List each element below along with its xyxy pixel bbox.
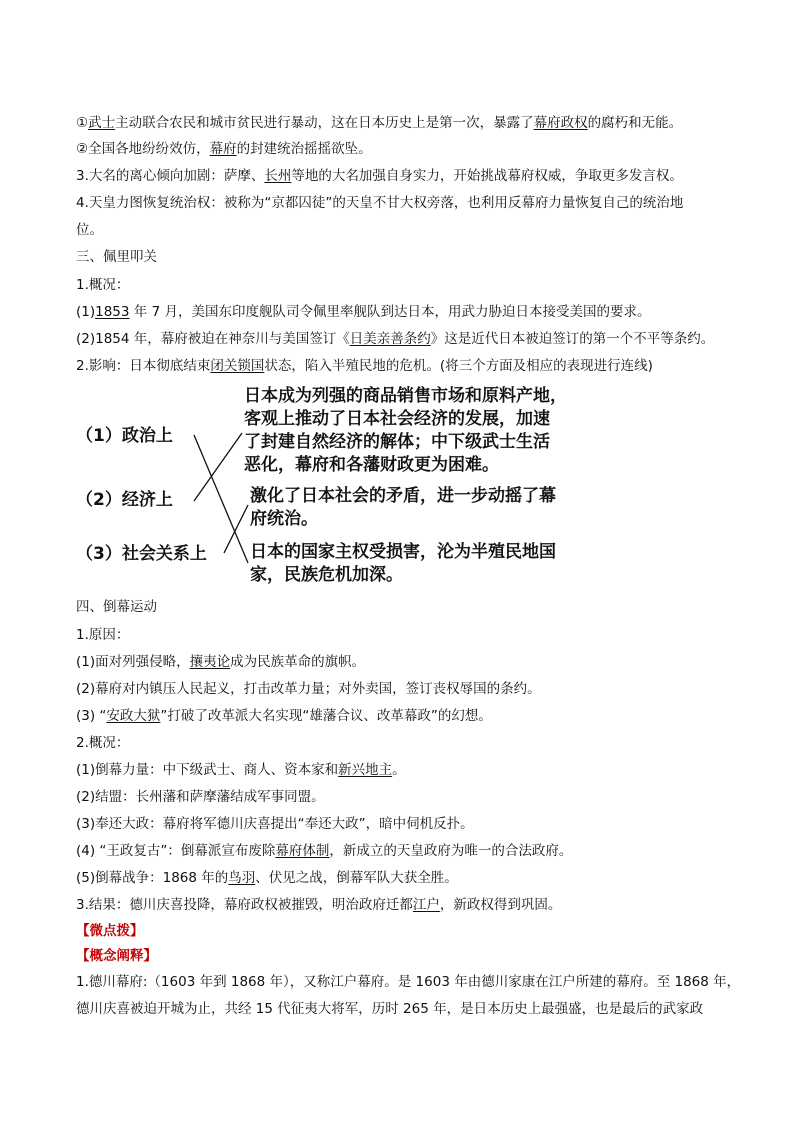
para-samurai-revolt: ①武士主动联合农民和城市贫民进行暴动，这在日本历史上是第一次，暴露了幕府政权的腐朽和无能。 [76, 115, 683, 131]
concept-line-2: 德川庆喜被迫开城为止，共经 15 代征夷大将军，历时 265 年，是日本历史上最强盛，也是最后的武家政 [76, 1001, 704, 1017]
line-society-to-conflict [224, 505, 248, 553]
effect-political: 日本的国家主权受损害，沦为半殖民地国 家，民族危机加深。 [250, 542, 556, 585]
para-1854: (2)1854 年，幕府被迫在神奈川与美国签订《日美亲善条约》这是近代日本被迫签订的第一个不平等条约。 [76, 331, 715, 347]
label-politics: （1）政治上 [76, 426, 173, 446]
label-cause: 1.原因： [76, 627, 130, 643]
concept-line-1: 1.德川幕府:（1603 年到 1868 年），又称江户幕府。是 1603 年由德川家康在江户所建的幕府。至 1868 年， [76, 974, 741, 990]
matching-diagram [76, 383, 576, 588]
para-cause-1: (1)面对列强侵略，攘夷论成为民族革命的旗帜。 [76, 654, 366, 670]
para-shogunate-unstable: ②全国各地纷纷效仿，幕府的封建统治摇摇欲坠。 [76, 141, 372, 157]
para-daimyo: 3.大名的离心倾向加剧：萨摩、长州等地的大名加强自身实力，开始挑战幕府权威，争取更多发言权。 [76, 168, 683, 184]
tag-concept: 【概念阐释】 [76, 948, 157, 964]
para-emperor: 4.天皇力图恢复统治权：被称为“京都囚徒”的天皇不甘大权旁落，也利用反幕府力量恢复自己的统治地 [76, 195, 684, 211]
heading-perry: 三、佩里叩关 [76, 249, 157, 265]
para-alliance: (2)结盟：长州藩和萨摩藩结成军事同盟。 [76, 789, 325, 805]
connector-lines [76, 383, 576, 588]
effect-social: 激化了日本社会的矛盾，进一步动摇了幕 府统治。 [250, 486, 556, 529]
label-overview-1: 1.概况： [76, 277, 130, 293]
tag-micro-tips: 【微点拨】 [76, 923, 144, 939]
para-cause-3: (3) “安政大狱”打破了改革派大名实现“雄藩合议、改革幕政”的幻想。 [76, 708, 492, 724]
para-war: (5)倒幕战争：1868 年的鸟羽、伏见之战，倒幕军队大获全胜。 [76, 870, 458, 886]
para-impact: 2.影响：日本彻底结束闭关锁国状态，陷入半殖民地的危机。(将三个方面及相应的表现进行连线) [76, 358, 653, 374]
label-overview-2: 2.概况： [76, 735, 130, 751]
effect-economic: 日本成为列强的商品销售市场和原料产地， 客观上推动了日本社会经济的发展，加速 了封建自然经济的解体；中下级武士生活 恶化，幕府和各藩财政更为困难。 [244, 386, 567, 475]
para-restoration: (4) “王政复古”：倒幕派宣布废除幕府体制，新成立的天皇政府为唯一的合法政府。 [76, 843, 573, 859]
para-forces: (1)倒幕力量：中下级武士、商人、资本家和新兴地主。 [76, 762, 406, 778]
para-result: 3.结果：德川庆喜投降，幕府政权被摧毁，明治政府迁都江户，新政权得到巩固。 [76, 897, 562, 913]
heading-tobaku: 四、倒幕运动 [76, 599, 157, 615]
label-society: （3）社会关系上 [76, 544, 207, 564]
para-taisei-hokan: (3)奉还大政：幕府将军德川庆喜提出“奉还大政”，暗中伺机反扑。 [76, 816, 474, 832]
para-1853: (1)1853 年 7 月，美国东印度舰队司令佩里率舰队到达日本，用武力胁迫日本接受美国的要求。 [76, 304, 651, 320]
line-politics-to-sovereignty [194, 435, 248, 563]
para-cause-2: (2)幕府对内镇压人民起义，打击改革力量；对外卖国，签订丧权辱国的条约。 [76, 681, 541, 697]
label-economy: （2）经济上 [76, 490, 173, 510]
para-emperor-cont: 位。 [76, 222, 103, 238]
